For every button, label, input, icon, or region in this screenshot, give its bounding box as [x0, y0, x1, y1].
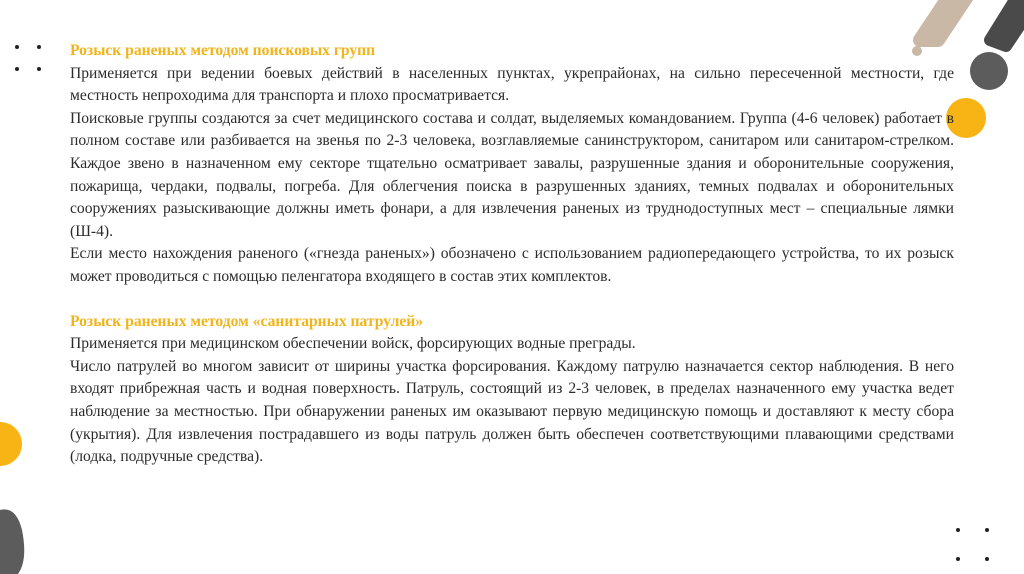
dot — [37, 67, 41, 71]
beige-stroke-shape — [920, 0, 968, 40]
section2-paragraph-2: Число патрулей во многом зависит от ширины участка форсирования. Каждому патрулю назначается сектор наблюдения. В него входят прибрежная часть и водная поверхность. Патруль, состоящий из 2-3 человек, в пределах назначенного ему участка ведет наблюдение за местностью. При обнаружении раненых им оказывают первую медицинскую помощь и доставляют к месту сбора (укрытия). Для извлечения пострадавшего из воды патруль должен быть обеспечен соответствующими плавающими средствами (лодка, подручные средства). — [70, 357, 954, 466]
section2-heading: Розыск раненых методом «санитарных патрулей» — [70, 312, 424, 330]
section1-paragraph-1: Применяется при ведении боевых действий в населенных пунктах, укрепрайонах, на сильно пересеченной местности, где местность непроходима для транспорта и плохо просматривается. — [70, 64, 954, 105]
dot — [15, 67, 19, 71]
slide-content — [70, 40, 954, 469]
dot — [37, 45, 41, 49]
section1-paragraph-2: Поисковые группы создаются за счет медицинского состава и солдат, выделяемых командованием. Группа (4-6 человек) работает в полном составе или разбивается на звенья по 2-3 человека, возглавляемые санинструктором, санитаром или санитаром-стрелком. Каждое звено в назначенном ему секторе тщательно осматривает завалы, разрушенные здания и оборонительные сооружения, пожарища, чердаки, подвалы, погреба. Для облегчения поиска в разрушенных зданиях, темных подвалах и оборонительных сооружениях разыскивающие должны иметь фонари, а для извлечения раненых из труднодоступных мест – специальные лямки (Ш-4). — [70, 109, 954, 240]
gray-circle — [970, 52, 1008, 90]
gray-stroke-shape — [990, 0, 1024, 46]
dot — [956, 557, 960, 561]
section1-heading: Розыск раненых методом поисковых групп — [70, 42, 376, 59]
dot — [956, 528, 960, 532]
yellow-half-circle-left — [0, 422, 22, 466]
gray-blob-shape — [0, 509, 24, 574]
bottom-left-decoration — [0, 470, 60, 574]
dot — [15, 45, 19, 49]
dot — [985, 528, 989, 532]
section2-paragraph-1: Применяется при медицинском обеспечении войск, форсирующих водные преграды. — [70, 335, 636, 353]
section-spacer — [70, 289, 954, 311]
dot — [985, 557, 989, 561]
section1-paragraph-3: Если место нахождения раненого («гнезда раненых») обозначено с использованием радиопередающего устройства, то их розыск может проводиться с помощью пеленгатора входящего в состав этих комплектов. — [70, 245, 954, 285]
